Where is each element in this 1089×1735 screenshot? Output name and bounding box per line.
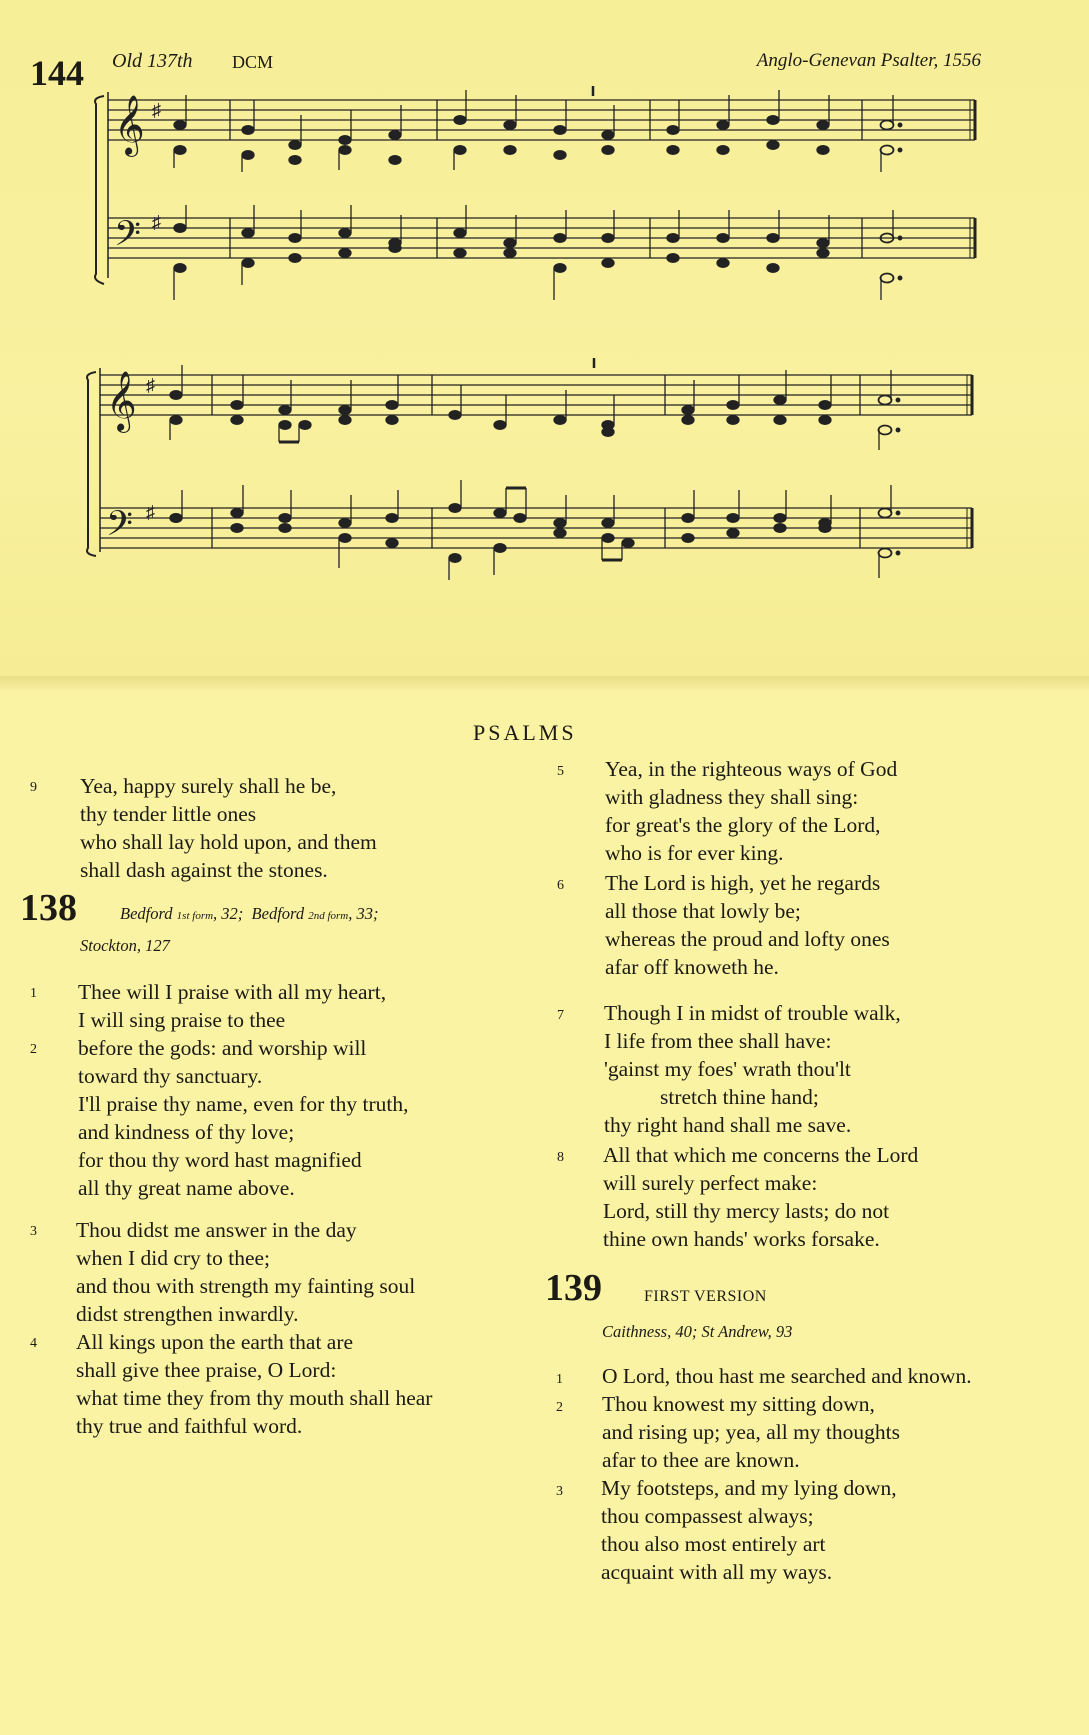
verse-line: and thou with strength my fainting soul bbox=[76, 1274, 416, 1298]
verse-line: thy true and faithful word. bbox=[76, 1414, 303, 1438]
verse-number: 9 bbox=[30, 780, 37, 795]
hymn-number: 144 bbox=[30, 53, 84, 93]
verse-number: 2 bbox=[556, 1400, 563, 1415]
verse-line: thy right hand shall me save. bbox=[604, 1113, 852, 1137]
verse-line: I life from thee shall have: bbox=[604, 1029, 832, 1053]
treble-staff-2 bbox=[100, 375, 972, 415]
verse-line: whereas the proud and lofty ones bbox=[605, 927, 890, 951]
verse-line: all those that lowly be; bbox=[605, 899, 801, 923]
verse-line: and rising up; yea, all my thoughts bbox=[602, 1420, 900, 1444]
svg-text:♯: ♯ bbox=[146, 375, 155, 395]
verse-number: 3 bbox=[30, 1224, 37, 1239]
verse-line: will surely perfect make: bbox=[603, 1171, 818, 1195]
verse-line: when I did cry to thee; bbox=[76, 1246, 271, 1270]
svg-text:𝄞: 𝄞 bbox=[114, 95, 145, 155]
verse-line: The Lord is high, yet he regards bbox=[605, 871, 881, 895]
verse-line: thou compassest always; bbox=[601, 1504, 814, 1528]
verse-line: I will sing praise to thee bbox=[78, 1008, 286, 1032]
verse-line: All that which me concerns the Lord bbox=[603, 1143, 919, 1167]
system-2 bbox=[87, 358, 972, 556]
verse-line: for great's the glory of the Lord, bbox=[605, 813, 881, 837]
verse-number: 1 bbox=[556, 1372, 563, 1387]
verse-line: shall dash against the stones. bbox=[80, 858, 328, 882]
verse-number: 6 bbox=[557, 878, 564, 893]
verse-line: and kindness of thy love; bbox=[78, 1120, 295, 1144]
notes-system-1 bbox=[174, 90, 902, 300]
psalm-138-tunes: Bedford 1st form, 32; Bedford 2nd form, 33; bbox=[120, 904, 379, 923]
verse-number: 7 bbox=[557, 1008, 564, 1023]
verse-number: 4 bbox=[30, 1336, 37, 1351]
psalm-number-139: 139 bbox=[545, 1267, 602, 1309]
svg-text:♯: ♯ bbox=[152, 212, 161, 232]
verse-number: 2 bbox=[30, 1042, 37, 1057]
music-score bbox=[0, 0, 1089, 620]
verse-number: 8 bbox=[557, 1150, 564, 1165]
verse-line: Lord, still thy mercy lasts; do not bbox=[603, 1199, 890, 1223]
svg-text:𝄢: 𝄢 bbox=[114, 213, 142, 262]
verse-line: I'll praise thy name, even for thy truth, bbox=[78, 1092, 409, 1116]
meter: DCM bbox=[232, 52, 274, 72]
verse-line: acquaint with all my ways. bbox=[601, 1560, 833, 1584]
verse-line: for thou thy word hast magnified bbox=[78, 1148, 362, 1172]
verse-number: 5 bbox=[557, 764, 564, 779]
verse-line: Though I in midst of trouble walk, bbox=[604, 1001, 901, 1025]
psalm-139-tunes: Caithness, 40; St Andrew, 93 bbox=[602, 1322, 793, 1341]
verse-line: what time they from thy mouth shall hear bbox=[76, 1386, 433, 1410]
verse-line: thine own hands' works forsake. bbox=[603, 1227, 880, 1251]
verse-line: thy tender little ones bbox=[80, 802, 257, 826]
verse-line: Yea, in the righteous ways of God bbox=[605, 757, 898, 781]
psalm-number-138: 138 bbox=[20, 887, 77, 929]
verse-line: who is for ever king. bbox=[605, 841, 784, 865]
svg-text:𝄢: 𝄢 bbox=[106, 503, 134, 552]
verse-line: afar to thee are known. bbox=[602, 1448, 800, 1472]
verse-number: 3 bbox=[556, 1484, 563, 1499]
verse-line: Thou knowest my sitting down, bbox=[602, 1392, 875, 1416]
svg-text:♯: ♯ bbox=[152, 100, 161, 120]
svg-text:♯: ♯ bbox=[146, 502, 155, 522]
verse-number: 1 bbox=[30, 986, 37, 1001]
verse-line: O Lord, thou hast me searched and known. bbox=[602, 1364, 972, 1388]
psalm-139-version: FIRST VERSION bbox=[644, 1288, 767, 1305]
verse-line: Thee will I praise with all my heart, bbox=[78, 980, 387, 1004]
system-1 bbox=[95, 86, 975, 284]
verse-line: Yea, happy surely shall he be, bbox=[80, 774, 337, 798]
psalm-138-tune-stockton: Stockton, 127 bbox=[80, 936, 170, 955]
verse-line: toward thy sanctuary. bbox=[78, 1064, 263, 1088]
svg-text:𝄞: 𝄞 bbox=[106, 371, 137, 431]
section-heading: PSALMS bbox=[473, 720, 577, 745]
verse-line: who shall lay hold upon, and them bbox=[80, 830, 377, 854]
verse-line: all thy great name above. bbox=[78, 1176, 295, 1200]
bass-staff-1 bbox=[108, 218, 975, 258]
verse-line: stretch thine hand; bbox=[660, 1085, 819, 1109]
verse-line: before the gods: and worship will bbox=[78, 1036, 367, 1060]
verse-line: All kings upon the earth that are bbox=[76, 1330, 354, 1354]
verse-line: thou also most entirely art bbox=[601, 1532, 826, 1556]
treble-staff-1 bbox=[108, 100, 975, 140]
verse-line: Thou didst me answer in the day bbox=[76, 1218, 357, 1242]
tune-name: Old 137th bbox=[112, 50, 193, 72]
verse-line: afar off knoweth he. bbox=[605, 955, 779, 979]
verse-line: shall give thee praise, O Lord: bbox=[76, 1358, 337, 1382]
verse-line: 'gainst my foes' wrath thou'lt bbox=[604, 1057, 851, 1081]
tune-source: Anglo-Genevan Psalter, 1556 bbox=[756, 50, 981, 71]
verse-line: My footsteps, and my lying down, bbox=[601, 1476, 897, 1500]
verse-line: with gladness they shall sing: bbox=[605, 785, 859, 809]
verse-line: didst strengthen inwardly. bbox=[76, 1302, 299, 1326]
